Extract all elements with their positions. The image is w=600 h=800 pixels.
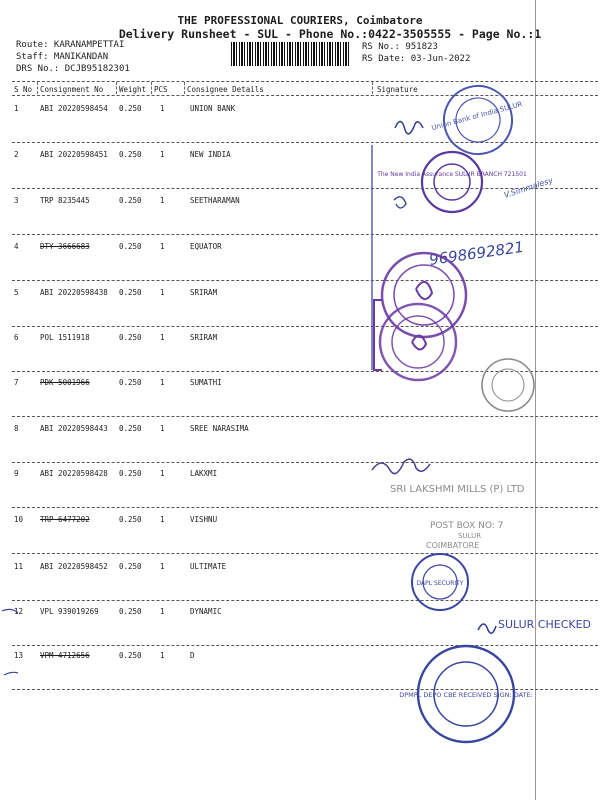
col-header-pcs: PCS bbox=[154, 85, 168, 94]
row-sno: 13 bbox=[14, 651, 24, 660]
drs-number: DRS No.: DCJB95182301 bbox=[16, 64, 130, 74]
row-weight: 0.250 bbox=[119, 424, 142, 433]
row-sno: 7 bbox=[14, 378, 19, 387]
row-pcs: 1 bbox=[160, 288, 165, 297]
row-consignment-no: PDK 5001966 bbox=[40, 378, 90, 387]
row-consignee: DYNAMIC bbox=[190, 607, 222, 616]
row-weight: 0.250 bbox=[119, 104, 142, 113]
row-consignee: SEETHARAMAN bbox=[190, 196, 240, 205]
row-consignment-no: ABI 20220598438 bbox=[40, 288, 108, 297]
row-consignee: EQUATOR bbox=[190, 242, 222, 251]
row-consignee: NEW INDIA bbox=[190, 150, 231, 159]
sulur-checked-stamp: SULUR CHECKED bbox=[498, 618, 592, 631]
row-weight: 0.250 bbox=[119, 150, 142, 159]
row-weight: 0.250 bbox=[119, 242, 142, 251]
signature-9 bbox=[372, 459, 430, 473]
row-sno: 2 bbox=[14, 150, 19, 159]
row-consignee: SREE NARASIMA bbox=[190, 424, 249, 433]
row-weight: 0.250 bbox=[119, 196, 142, 205]
row-pcs: 1 bbox=[160, 378, 165, 387]
row-weight: 0.250 bbox=[119, 469, 142, 478]
security-stamp bbox=[412, 554, 468, 610]
row-consignee: UNION BANK bbox=[190, 104, 236, 113]
row-sno: 4 bbox=[14, 242, 19, 251]
row-consignment-no: TRP 8235445 bbox=[40, 196, 90, 205]
row-consignee: SUMATHI bbox=[190, 378, 222, 387]
row-weight: 0.250 bbox=[119, 378, 142, 387]
company-title: THE PROFESSIONAL COURIERS, Coimbatore bbox=[177, 14, 423, 27]
handwritten-phone: 9698692821 bbox=[428, 237, 526, 269]
row-consignee: ULTIMATE bbox=[190, 562, 227, 571]
row-pcs: 1 bbox=[160, 333, 165, 342]
runsheet-subtitle: Delivery Runsheet - SUL - Phone No.:0422-3505555 - Page No.:1 bbox=[118, 27, 542, 41]
row-weight: 0.250 bbox=[119, 651, 142, 660]
security-stamp-text: DAPL SECURITY bbox=[416, 580, 464, 587]
col-header-signature: Signature bbox=[377, 85, 418, 94]
row-pcs: 1 bbox=[160, 562, 165, 571]
signature-12 bbox=[478, 624, 496, 633]
row-pcs: 1 bbox=[160, 515, 165, 524]
row-sno: 8 bbox=[14, 424, 19, 433]
lakshmi-mills-stamp: SRI LAKSHMI MILLS (P) LTD bbox=[390, 484, 525, 495]
row-consignment-no: TRP 6477202 bbox=[40, 515, 90, 524]
sulur-small-stamp: SULUR bbox=[458, 532, 482, 540]
col-header-sno: S No bbox=[14, 85, 33, 94]
row-sno: 11 bbox=[14, 562, 24, 571]
rs-number: RS No.: 951823 bbox=[362, 42, 438, 52]
post-box-stamp: POST BOX NO: 7 bbox=[430, 521, 504, 531]
depo-stamp bbox=[399, 646, 533, 742]
row-pcs: 1 bbox=[160, 424, 165, 433]
row-weight: 0.250 bbox=[119, 288, 142, 297]
row-consignment-no: ABI 20220598428 bbox=[40, 469, 108, 478]
col-header-consignee: Consignee Details bbox=[187, 85, 264, 94]
row-pcs: 1 bbox=[160, 196, 165, 205]
row-weight: 0.250 bbox=[119, 562, 142, 571]
row-sno: 1 bbox=[14, 104, 19, 113]
col-header-weight: Weight bbox=[119, 85, 147, 94]
row-consignee: SRIRAM bbox=[190, 333, 218, 342]
rs-date: RS Date: 03-Jun-2022 bbox=[362, 54, 471, 64]
union-bank-stamp bbox=[424, 75, 532, 165]
row-consignment-no: ABI 20220598454 bbox=[40, 104, 108, 113]
row-consignee: LAKXMI bbox=[190, 469, 218, 478]
row-pcs: 1 bbox=[160, 651, 165, 660]
row-sno: 12 bbox=[14, 607, 24, 616]
route-label: Route: KARANAMPETTAI bbox=[16, 40, 125, 50]
union-bank-stamp-text: Union Bank of India SULUR bbox=[430, 100, 524, 133]
staff-label: Staff: MANIKANDAN bbox=[16, 52, 109, 62]
row-consignment-no: ABI 20220598443 bbox=[40, 424, 108, 433]
row-pcs: 1 bbox=[160, 150, 165, 159]
pen-corner bbox=[4, 672, 18, 675]
purple-stamp-a bbox=[382, 253, 466, 337]
purple-stamp-b bbox=[380, 304, 456, 380]
row-sno: 5 bbox=[14, 288, 19, 297]
pen-corner bbox=[2, 609, 18, 613]
col-header-consignment: Consignment No bbox=[40, 85, 104, 94]
depo-stamp-text: DPMPL DEPO CBE RECEIVED SIGN: DATE: bbox=[399, 691, 533, 699]
row-consignment-no: VPM 4712656 bbox=[40, 651, 90, 660]
row-sno: 9 bbox=[14, 469, 19, 478]
new-india-stamp-text: The New India Assurance SULUR BRANCH 721501 bbox=[377, 171, 527, 178]
row-consignee: SRIRAM bbox=[190, 288, 218, 297]
faint-stamp bbox=[482, 359, 534, 411]
row-consignment-no: ABI 20220598451 bbox=[40, 150, 108, 159]
row-pcs: 1 bbox=[160, 469, 165, 478]
row-weight: 0.250 bbox=[119, 333, 142, 342]
row-consignment-no: POL 1511918 bbox=[40, 333, 90, 342]
row-weight: 0.250 bbox=[119, 515, 142, 524]
row-sno: 3 bbox=[14, 196, 19, 205]
row-weight: 0.250 bbox=[119, 607, 142, 616]
row-sno: 10 bbox=[14, 515, 24, 524]
row-consignee: D bbox=[190, 651, 195, 660]
new-india-stamp bbox=[376, 152, 527, 212]
row-consignment-no: DTY 3666683 bbox=[40, 242, 90, 251]
row-pcs: 1 bbox=[160, 104, 165, 113]
row-consignment-no: VPL 939019269 bbox=[40, 607, 99, 616]
row-pcs: 1 bbox=[160, 607, 165, 616]
row-consignee: VISHNU bbox=[190, 515, 218, 524]
row-consignment-no: ABI 20220598452 bbox=[40, 562, 108, 571]
signature-3 bbox=[394, 197, 406, 208]
row-pcs: 1 bbox=[160, 242, 165, 251]
row-sno: 6 bbox=[14, 333, 19, 342]
handwritten-name: V.Simmalesy bbox=[502, 175, 555, 200]
signature-1 bbox=[395, 121, 423, 133]
coimbatore-stamp: COIMBATORE bbox=[426, 541, 480, 550]
